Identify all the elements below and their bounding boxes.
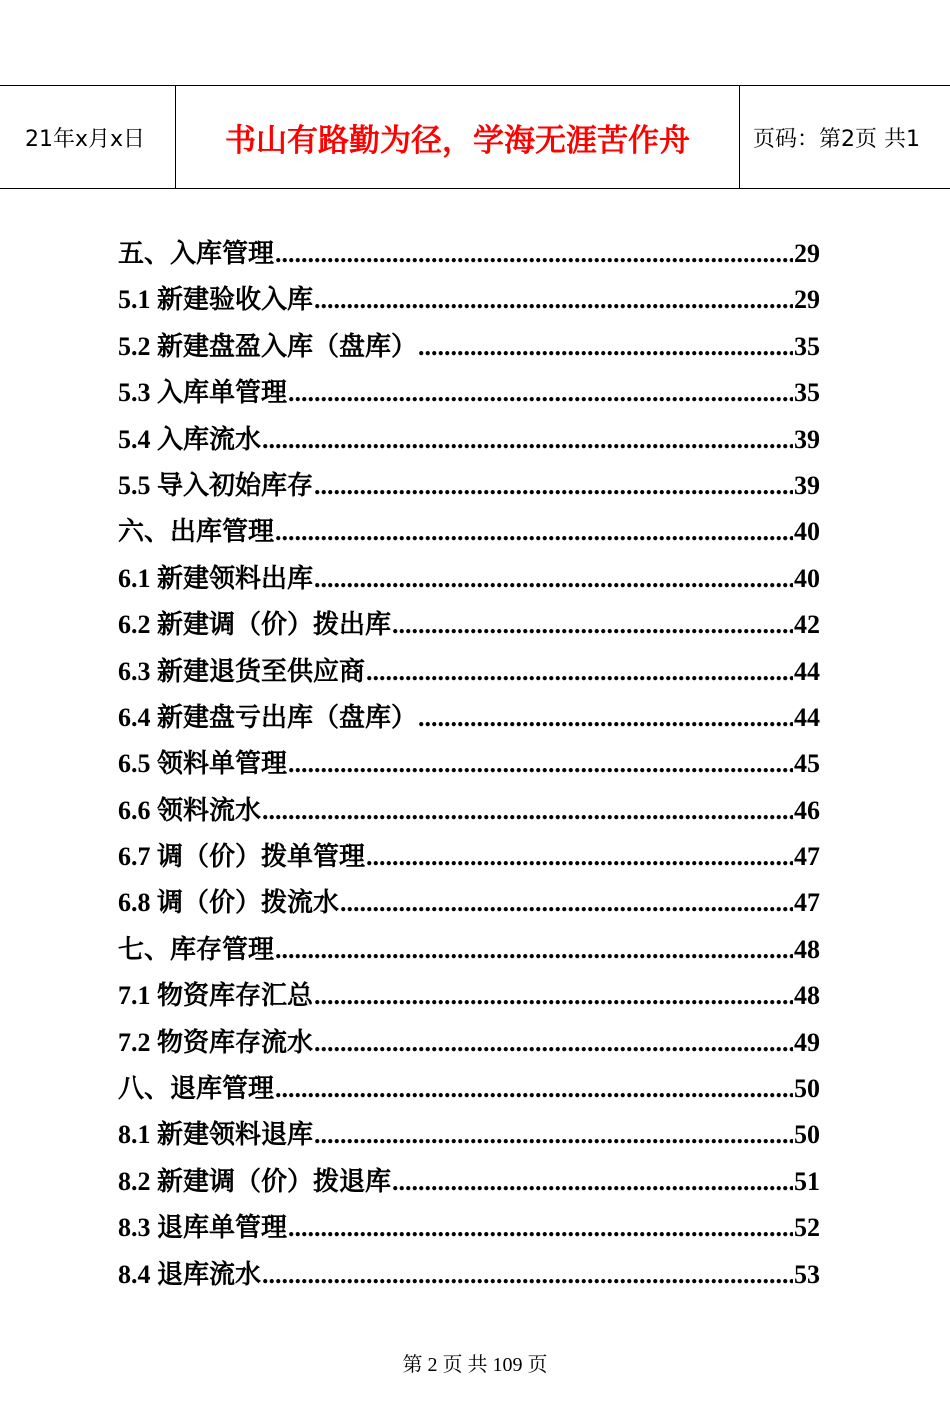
toc-entry-title: 6.2 新建调（价）拨出库 <box>118 610 392 640</box>
toc-leader-dots <box>275 1074 793 1104</box>
toc-entry[interactable] <box>118 372 820 418</box>
toc-entry-page: 47 <box>794 888 820 918</box>
toc-entry-page: 29 <box>794 239 820 268</box>
toc-leader-dots <box>366 657 793 687</box>
toc-entry-page: 45 <box>794 749 820 779</box>
toc-leader-dots <box>262 425 793 455</box>
toc-entry-title: 8.3 退库单管理 <box>118 1213 288 1243</box>
toc-entry[interactable] <box>118 1022 820 1068</box>
toc-entry[interactable] <box>118 975 820 1021</box>
toc-leader-dots <box>288 1213 793 1243</box>
toc-entry[interactable] <box>118 419 820 465</box>
toc-entry[interactable] <box>118 651 820 697</box>
toc-entry-title: 7.2 物资库存流水 <box>118 1027 314 1057</box>
table-of-contents <box>118 233 820 1300</box>
toc-leader-dots <box>275 517 793 547</box>
header-motto: 书山有路勤为径，学海无涯苦作舟 <box>175 86 740 188</box>
toc-entry[interactable] <box>118 558 820 604</box>
toc-entry-title: 5.1 新建验收入库 <box>118 285 314 315</box>
toc-entry-title: 六、出库管理 <box>118 517 275 547</box>
toc-leader-dots <box>314 1028 793 1058</box>
toc-entry[interactable] <box>118 465 820 511</box>
toc-entry-page: 48 <box>794 981 820 1011</box>
toc-leader-dots <box>340 888 793 918</box>
toc-leader-dots <box>314 981 793 1011</box>
toc-entry-page: 50 <box>794 1120 820 1150</box>
toc-entry[interactable] <box>118 279 820 325</box>
toc-entry[interactable] <box>118 697 820 743</box>
page-footer: 第 2 页 共 109 页 <box>402 1354 548 1376</box>
toc-entry-page: 42 <box>794 610 820 640</box>
toc-entry-page: 51 <box>794 1166 820 1196</box>
toc-entry[interactable] <box>118 1161 820 1207</box>
toc-entry[interactable] <box>118 233 820 279</box>
toc-entry-page: 35 <box>794 378 820 408</box>
toc-leader-dots <box>262 1260 793 1290</box>
toc-entry[interactable] <box>118 1207 820 1253</box>
toc-entry-page: 47 <box>794 842 820 872</box>
toc-entry-page: 52 <box>794 1213 820 1243</box>
header-date: 21年x月x日 <box>24 126 145 152</box>
header-page-info: 页码：第2页 共1 <box>753 126 920 152</box>
toc-entry-title: 5.2 新建盘盈入库（盘库） <box>118 331 418 361</box>
toc-entry[interactable] <box>118 929 820 975</box>
toc-entry-title: 6.6 领料流水 <box>118 795 262 825</box>
page-header <box>0 85 950 189</box>
toc-entry-page: 46 <box>794 795 820 825</box>
toc-entry[interactable] <box>118 882 820 928</box>
toc-leader-dots <box>314 285 793 315</box>
toc-entry-page: 44 <box>794 702 820 732</box>
toc-entry-page: 40 <box>794 563 820 593</box>
toc-entry[interactable] <box>118 511 820 557</box>
toc-entry-title: 五、入库管理 <box>118 239 275 268</box>
toc-entry-title: 8.2 新建调（价）拨退库 <box>118 1166 392 1196</box>
toc-entry-title: 5.3 入库单管理 <box>118 378 288 408</box>
toc-leader-dots <box>314 471 793 501</box>
toc-leader-dots <box>275 239 793 269</box>
toc-entry[interactable] <box>118 604 820 650</box>
toc-entry[interactable] <box>118 743 820 789</box>
toc-leader-dots <box>275 935 793 965</box>
toc-leader-dots <box>418 332 793 362</box>
toc-entry-title: 6.8 调（价）拨流水 <box>118 888 340 918</box>
toc-entry-title: 6.3 新建退货至供应商 <box>118 656 366 686</box>
toc-entry-title: 八、退库管理 <box>118 1074 275 1104</box>
toc-entry[interactable] <box>118 326 820 372</box>
toc-entry-page: 40 <box>794 517 820 547</box>
toc-entry-page: 44 <box>794 656 820 686</box>
toc-entry-page: 48 <box>794 934 820 964</box>
toc-leader-dots <box>392 610 793 640</box>
toc-entry-title: 5.4 入库流水 <box>118 424 262 454</box>
toc-entry-page: 53 <box>794 1259 820 1289</box>
toc-entry[interactable] <box>118 790 820 836</box>
toc-leader-dots <box>288 378 793 408</box>
toc-entry-page: 50 <box>794 1074 820 1104</box>
toc-entry-title: 7.1 物资库存汇总 <box>118 981 314 1011</box>
toc-entry[interactable] <box>118 1068 820 1114</box>
toc-leader-dots <box>314 1120 793 1150</box>
toc-entry-title: 6.5 领料单管理 <box>118 749 288 779</box>
toc-leader-dots <box>288 749 793 779</box>
toc-entry-title: 6.7 调（价）拨单管理 <box>118 842 366 872</box>
toc-entry[interactable] <box>118 1254 820 1300</box>
toc-entry-page: 35 <box>794 331 820 361</box>
toc-leader-dots <box>418 703 793 733</box>
toc-entry-title: 6.1 新建领料出库 <box>118 563 314 593</box>
toc-leader-dots <box>392 1167 793 1197</box>
toc-entry[interactable] <box>118 836 820 882</box>
toc-entry-page: 29 <box>794 285 820 315</box>
toc-entry-page: 39 <box>794 424 820 454</box>
toc-leader-dots <box>262 796 793 826</box>
toc-entry-page: 49 <box>794 1027 820 1057</box>
toc-leader-dots <box>366 842 793 872</box>
toc-entry-title: 8.1 新建领料退库 <box>118 1120 314 1150</box>
toc-leader-dots <box>314 564 793 594</box>
toc-entry[interactable] <box>118 1114 820 1160</box>
toc-entry-page: 39 <box>794 470 820 500</box>
toc-entry-title: 8.4 退库流水 <box>118 1259 262 1289</box>
toc-entry-title: 6.4 新建盘亏出库（盘库） <box>118 702 418 732</box>
toc-entry-title: 七、库存管理 <box>118 934 275 964</box>
toc-entry-title: 5.5 导入初始库存 <box>118 470 314 500</box>
